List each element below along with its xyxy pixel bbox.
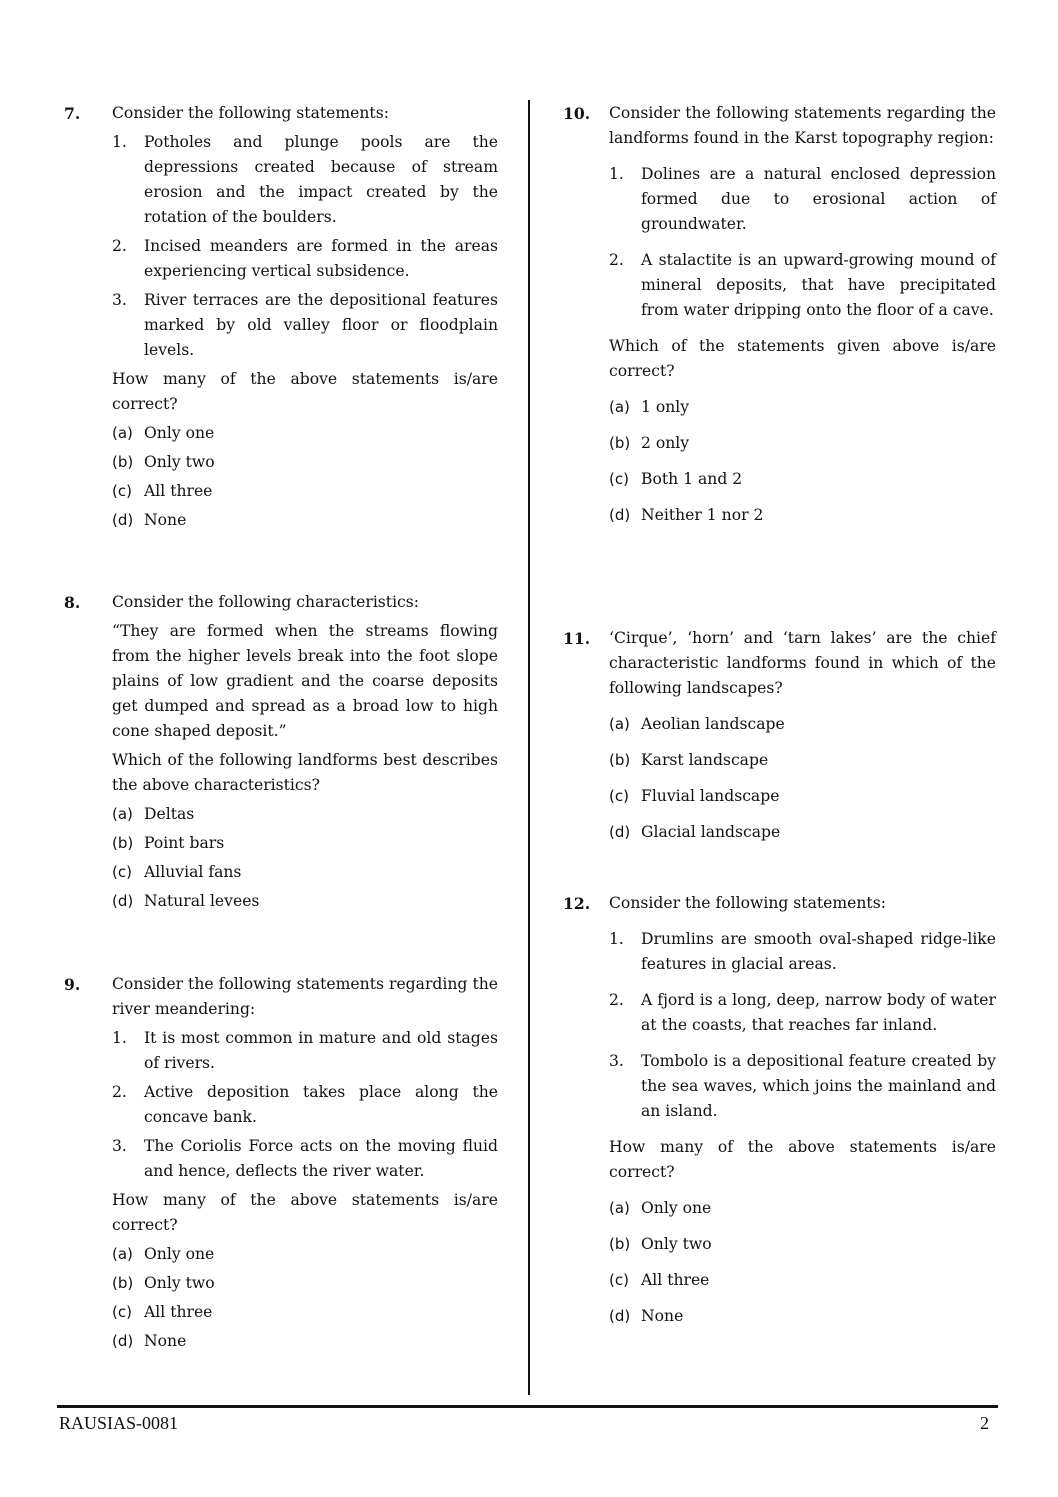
- option-label: (b): [112, 834, 134, 852]
- statement-text: Drumlins are smooth oval-shaped ridge-like features in glacial areas.: [641, 930, 996, 973]
- question-number: 7.: [64, 104, 81, 123]
- question-12: [563, 891, 996, 1340]
- option-b: [609, 1232, 996, 1257]
- option-label: (a): [112, 805, 133, 823]
- option-label: (a): [112, 1245, 133, 1263]
- statement-text: River terraces are the depositional features marked by old valley floor or floodplain levels.: [144, 291, 498, 359]
- statement: [112, 1026, 498, 1076]
- option-text: Only one: [144, 1245, 215, 1263]
- option-text: Natural levees: [144, 892, 260, 910]
- option-text: Neither 1 nor 2: [641, 506, 764, 524]
- statement-number: 3.: [609, 1052, 624, 1070]
- option-text: Karst landscape: [641, 751, 769, 769]
- statement-text: The Coriolis Force acts on the moving fluid and hence, deflects the river water.: [144, 1137, 498, 1180]
- option-a: [112, 421, 498, 446]
- option-b: [112, 1271, 498, 1296]
- statement-number: 3.: [112, 291, 127, 309]
- statement-text: A fjord is a long, deep, narrow body of water at the coasts, that reaches far inland.: [641, 991, 996, 1034]
- option-label: (a): [609, 398, 630, 416]
- option-text: Glacial landscape: [641, 823, 781, 841]
- option-text: Only two: [641, 1235, 712, 1253]
- question-11: [563, 626, 996, 856]
- question-number: 11.: [563, 629, 591, 648]
- document-code: RAUSIAS-0081: [59, 1413, 179, 1433]
- option-text: None: [144, 1332, 187, 1350]
- option-b: [112, 831, 498, 856]
- option-text: All three: [144, 1303, 213, 1321]
- statement: [609, 988, 996, 1038]
- option-label: (d): [609, 1307, 631, 1325]
- statement: [112, 288, 498, 363]
- option-text: 2 only: [641, 434, 690, 452]
- option-text: Alluvial fans: [144, 863, 242, 881]
- option-label: (a): [609, 715, 630, 733]
- option-label: (b): [112, 453, 134, 471]
- question-prompt: Which of the statements given above is/are correct?: [609, 337, 996, 380]
- option-label: (c): [112, 482, 132, 500]
- question-number: 9.: [64, 975, 81, 994]
- option-a: [609, 395, 996, 420]
- option-c: [112, 860, 498, 885]
- statement-number: 2.: [609, 251, 624, 269]
- option-label: (c): [609, 1271, 629, 1289]
- option-a: [112, 1242, 498, 1267]
- question-quote: “They are formed when the streams flowing from the higher levels break into the foot slope plains of low gradient and the coarse deposits get dumped and spread as a broad low to high cone shaped deposit.”: [112, 622, 498, 740]
- option-a: [112, 802, 498, 827]
- option-b: [112, 450, 498, 475]
- statement-text: Incised meanders are formed in the areas experiencing vertical subsidence.: [144, 237, 498, 280]
- statement: [609, 162, 996, 237]
- statement-number: 1.: [112, 1029, 127, 1047]
- option-text: All three: [144, 482, 213, 500]
- statement: [609, 248, 996, 323]
- question-number: 12.: [563, 894, 591, 913]
- option-label: (d): [609, 506, 631, 524]
- statement: [112, 1134, 498, 1184]
- option-label: (c): [112, 1303, 132, 1321]
- statement: [112, 1080, 498, 1130]
- option-text: Only one: [641, 1199, 712, 1217]
- statement-number: 1.: [609, 165, 624, 183]
- statement: [609, 1049, 996, 1124]
- question-prompt: How many of the above statements is/are correct?: [112, 370, 498, 413]
- column-divider: [528, 100, 530, 1395]
- option-label: (d): [112, 1332, 134, 1350]
- footer-rule: [57, 1405, 998, 1408]
- question-stem: Consider the following statements:: [609, 894, 886, 912]
- statement-text: Tombolo is a depositional feature created by the sea waves, which joins the mainland and an island.: [641, 1052, 996, 1120]
- question-stem: Consider the following statements:: [112, 104, 389, 122]
- question-8: [64, 590, 498, 918]
- option-b: [609, 431, 996, 456]
- option-text: Point bars: [144, 834, 225, 852]
- page-number: 2: [980, 1413, 989, 1433]
- option-text: 1 only: [641, 398, 690, 416]
- option-label: (d): [112, 511, 134, 529]
- option-label: (d): [112, 892, 134, 910]
- option-text: All three: [641, 1271, 710, 1289]
- option-text: Fluvial landscape: [641, 787, 780, 805]
- statement-text: Dolines are a natural enclosed depression formed due to erosional action of groundwater.: [641, 165, 996, 233]
- question-prompt: How many of the above statements is/are correct?: [609, 1138, 996, 1181]
- statement-number: 1.: [609, 930, 624, 948]
- option-c: [112, 1300, 498, 1325]
- question-stem: Consider the following statements regarding the landforms found in the Karst topography region:: [609, 104, 996, 147]
- question-prompt: Which of the following landforms best describes the above characteristics?: [112, 751, 498, 794]
- option-text: Aeolian landscape: [641, 715, 785, 733]
- option-text: None: [641, 1307, 684, 1325]
- question-number: 8.: [64, 593, 81, 612]
- option-b: [609, 748, 996, 773]
- statement-number: 1.: [112, 133, 127, 151]
- option-text: Both 1 and 2: [641, 470, 743, 488]
- question-10: [563, 101, 996, 539]
- statement-text: It is most common in mature and old stages of rivers.: [144, 1029, 498, 1072]
- option-d: [112, 889, 498, 914]
- option-label: (a): [609, 1199, 630, 1217]
- statement-text: Potholes and plunge pools are the depressions created because of stream erosion and the impact created by the rotation of the boulders.: [144, 133, 498, 226]
- statement-number: 2.: [112, 1083, 127, 1101]
- option-label: (d): [609, 823, 631, 841]
- question-prompt: How many of the above statements is/are correct?: [112, 1191, 498, 1234]
- question-stem: Consider the following statements regarding the river meandering:: [112, 975, 498, 1018]
- option-label: (b): [112, 1274, 134, 1292]
- option-label: (b): [609, 1235, 631, 1253]
- option-label: (c): [112, 863, 132, 881]
- statement-number: 2.: [609, 991, 624, 1009]
- statement-text: A stalactite is an upward-growing mound of mineral deposits, that have precipitated from water dripping onto the floor of a cave.: [641, 251, 996, 319]
- option-c: [609, 467, 996, 492]
- statement-text: Active deposition takes place along the concave bank.: [144, 1083, 498, 1126]
- option-label: (c): [609, 787, 629, 805]
- statement: [112, 234, 498, 284]
- option-text: None: [144, 511, 187, 529]
- option-text: Only two: [144, 1274, 215, 1292]
- question-stem: Consider the following characteristics:: [112, 593, 420, 611]
- option-c: [609, 1268, 996, 1293]
- option-d: [609, 820, 996, 845]
- option-a: [609, 712, 996, 737]
- option-d: [609, 1304, 996, 1329]
- option-c: [112, 479, 498, 504]
- statement: [609, 927, 996, 977]
- option-d: [609, 503, 996, 528]
- option-text: Only two: [144, 453, 215, 471]
- statement: [112, 130, 498, 230]
- option-d: [112, 1329, 498, 1354]
- option-d: [112, 508, 498, 533]
- question-7: [64, 101, 498, 537]
- question-stem: ‘Cirque’, ‘horn’ and ‘tarn lakes’ are the chief characteristic landforms found in which of the following landscapes?: [609, 629, 996, 697]
- option-label: (a): [112, 424, 133, 442]
- option-text: Only one: [144, 424, 215, 442]
- option-a: [609, 1196, 996, 1221]
- option-c: [609, 784, 996, 809]
- option-label: (b): [609, 751, 631, 769]
- option-label: (c): [609, 470, 629, 488]
- option-text: Deltas: [144, 805, 195, 823]
- question-number: 10.: [563, 104, 591, 123]
- question-9: [64, 972, 498, 1358]
- statement-number: 3.: [112, 1137, 127, 1155]
- statement-number: 2.: [112, 237, 127, 255]
- option-label: (b): [609, 434, 631, 452]
